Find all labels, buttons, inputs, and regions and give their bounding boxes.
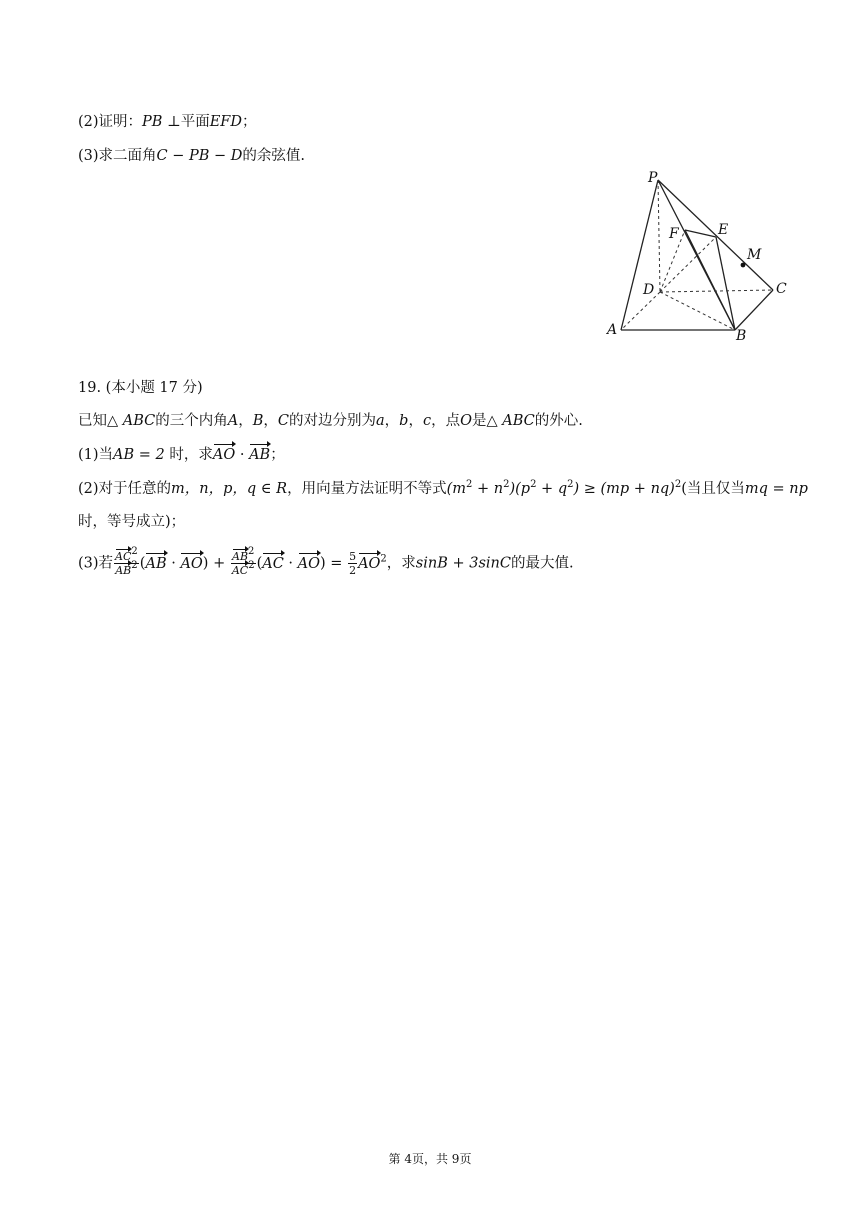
q18-part2: (2)证明：PB ⊥平面EFD； (78, 114, 257, 130)
q19-heading: 19. (本小题 17 分) (78, 380, 203, 396)
q19-part2-line2: 时，等号成立)； (78, 514, 186, 530)
label-f: F (669, 226, 679, 242)
q18-part3: (3)求二面角C − PB − D的余弦值. (78, 148, 306, 164)
pyramid-figure (600, 165, 800, 345)
q19-part1: (1)当AB = 2 时，求AO · AB； (78, 447, 285, 463)
label-p: P (648, 170, 658, 186)
label-m: M (747, 247, 762, 263)
q19-part3: (3)若 $\frac{AC^2}{AB^2}$ (AB · AO) + $\frac{AB^2}{AC^2}$ (AC · AO) = $\frac{5}{2}$ $AO^2$，求sinB + 3sinC的最大值. (78, 546, 574, 577)
point-m (741, 263, 746, 268)
q19-stem: 已知△ ABC的三个内角A，B，C的对边分别为a，b，c，点O是△ ABC的外心. (78, 413, 583, 429)
label-c: C (776, 281, 787, 297)
label-e: E (718, 222, 729, 238)
label-d: D (643, 282, 655, 298)
label-a: A (607, 322, 618, 338)
label-b: B (736, 328, 747, 344)
q19-part2: (2)对于任意的m，n，p，q ∈ R，用向量方法证明不等式$(m^2 + n^2)(p^2 + q^2) \ge (mp + nq)^2$(当且仅当mq = np (78, 479, 808, 497)
page-footer: 第 4页，共 9页 (388, 1152, 472, 1166)
